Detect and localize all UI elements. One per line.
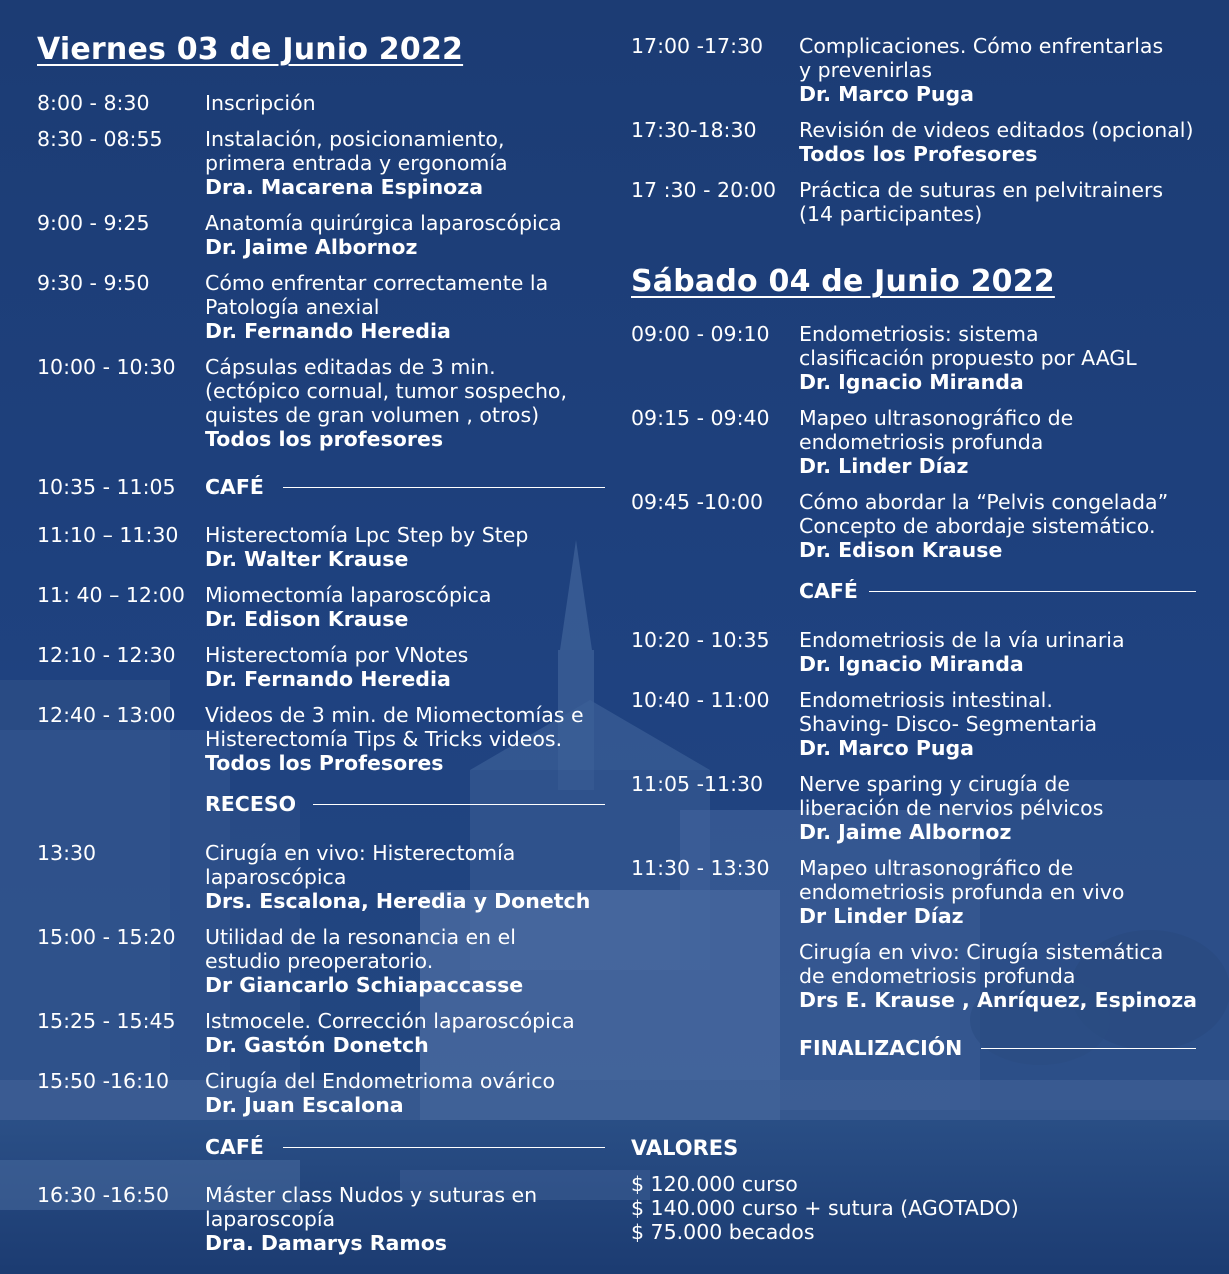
entry-topic-line: Endometriosis: sistema <box>799 322 1039 346</box>
entry-body <box>205 91 605 115</box>
entry-time: 15:00 - 15:20 <box>37 925 176 949</box>
day1-title: Viernes 03 de Junio 2022 <box>37 32 464 67</box>
schedule-entry <box>37 271 605 343</box>
entry-topic-line: Complicaciones. Cómo enfrentarlas <box>799 34 1164 58</box>
schedule-entry <box>631 688 1196 760</box>
entry-topic-line: Mapeo ultrasonográfico de <box>799 406 1074 430</box>
break-row <box>631 579 1196 603</box>
entry-speaker: Dra. Macarena Espinoza <box>205 175 484 199</box>
entry-speaker: Drs. Escalona, Heredia y Donetch <box>205 889 591 913</box>
entry-body <box>799 490 1196 562</box>
entry-time: 11:10 – 11:30 <box>37 523 179 547</box>
entry-body <box>205 523 605 571</box>
entry-topic-line: Miomectomía laparoscópica <box>205 583 492 607</box>
schedule-entry <box>37 211 605 259</box>
entry-body <box>205 841 605 913</box>
entry-topic-line: Cirugía del Endometrioma ovárico <box>205 1069 556 1093</box>
entry-speaker: Dr. Marco Puga <box>799 736 974 760</box>
entry-time: 9:00 - 9:25 <box>37 211 150 235</box>
break-row <box>37 792 605 816</box>
price-line: $ 120.000 curso <box>631 1172 798 1196</box>
entry-topic-line: Cirugía en vivo: Cirugía sistemática <box>799 940 1164 964</box>
entry-topic-line: quistes de gran volumen , otros) <box>205 403 540 427</box>
entry-body <box>205 355 605 451</box>
entry-speaker: Dr. Fernando Heredia <box>205 667 451 691</box>
entry-topic-line: clasificación propuesto por AAGL <box>799 346 1137 370</box>
schedule-entry <box>37 1183 605 1255</box>
entry-topic-line: laparoscópica <box>205 865 347 889</box>
entry-speaker: Dr. Jaime Albornoz <box>205 235 418 259</box>
entry-speaker: Dr. Linder Díaz <box>799 454 969 478</box>
entry-body <box>799 628 1196 676</box>
entry-topic-line: Revisión de videos editados (opcional) <box>799 118 1194 142</box>
entry-body <box>799 34 1196 106</box>
schedule-entry <box>37 1069 605 1117</box>
entry-time: 17 :30 - 20:00 <box>631 178 777 202</box>
entry-body <box>205 271 605 343</box>
entry-body <box>205 127 605 199</box>
entry-speaker: Dr. Walter Krause <box>205 547 409 571</box>
entry-body <box>799 178 1196 226</box>
entry-speaker: Dr. Fernando Heredia <box>205 319 451 343</box>
entry-speaker: Dr Linder Díaz <box>799 904 964 928</box>
schedule-entry <box>37 841 605 913</box>
break-divider-line <box>869 591 1196 592</box>
entry-topic-line: Istmocele. Corrección laparoscópica <box>205 1009 575 1033</box>
break-row <box>37 1135 605 1159</box>
entry-topic-line: Histerectomía Tips & Tricks videos. <box>205 727 563 751</box>
entry-time: 17:00 -17:30 <box>631 34 764 58</box>
valores-title: VALORES <box>631 1136 739 1160</box>
entry-topic-line: Nerve sparing y cirugía de <box>799 772 1070 796</box>
entry-time: 16:30 -16:50 <box>37 1183 170 1207</box>
break-divider-line <box>313 804 605 805</box>
entry-body <box>205 211 605 259</box>
entry-body <box>799 118 1196 166</box>
day2-title: Sábado 04 de Junio 2022 <box>631 264 1055 299</box>
entry-topic-line: Mapeo ultrasonográfico de <box>799 856 1074 880</box>
entry-topic-line: Patología anexial <box>205 295 380 319</box>
entry-speaker: Dr. Marco Puga <box>799 82 974 106</box>
entry-time: 15:50 -16:10 <box>37 1069 170 1093</box>
entry-topic-line: (14 participantes) <box>799 202 983 226</box>
break-label: CAFÉ <box>205 1135 264 1159</box>
price-line: $ 140.000 curso + sutura (AGOTADO) <box>631 1196 1019 1220</box>
entry-body <box>205 1183 605 1255</box>
entry-topic-line: laparoscopía <box>205 1207 336 1231</box>
schedule-entry <box>631 406 1196 478</box>
break-divider-line <box>981 1048 1196 1049</box>
entry-speaker: Dr. Edison Krause <box>205 607 409 631</box>
entry-body <box>205 925 605 997</box>
schedule-entry <box>631 118 1196 166</box>
schedule-entry <box>37 523 605 571</box>
entry-body <box>799 940 1196 1012</box>
break-divider-line <box>283 487 605 488</box>
schedule-entry <box>631 940 1196 1012</box>
entry-topic-line: Anatomía quirúrgica laparoscópica <box>205 211 562 235</box>
entry-topic-line: (ectópico cornual, tumor sospecho, <box>205 379 567 403</box>
entry-speaker: Dr. Juan Escalona <box>205 1093 404 1117</box>
entry-time: 8:00 - 8:30 <box>37 91 150 115</box>
schedule-entry <box>37 355 605 451</box>
entry-topic-line: endometriosis profunda <box>799 430 1044 454</box>
break-row <box>631 1036 1196 1060</box>
break-row <box>37 475 605 499</box>
entry-body <box>205 583 605 631</box>
entry-topic-line: Histerectomía Lpc Step by Step <box>205 523 529 547</box>
entry-speaker: Dr. Ignacio Miranda <box>799 652 1024 676</box>
entry-body <box>205 643 605 691</box>
break-label: FINALIZACIÓN <box>799 1036 963 1060</box>
entry-body <box>205 703 605 775</box>
entry-topic-line: Práctica de suturas en pelvitrainers <box>799 178 1164 202</box>
schedule-entry <box>37 925 605 997</box>
entry-speaker: Dr. Ignacio Miranda <box>799 370 1024 394</box>
entry-topic-line: Instalación, posicionamiento, <box>205 127 505 151</box>
schedule-entry <box>37 583 605 631</box>
entry-topic-line: Inscripción <box>205 91 316 115</box>
entry-time: 17:30-18:30 <box>631 118 757 142</box>
entry-time: 10:00 - 10:30 <box>37 355 176 379</box>
entry-speaker: Todos los Profesores <box>205 751 444 775</box>
entry-speaker: Dr. Gastón Donetch <box>205 1033 429 1057</box>
schedule-entry <box>631 322 1196 394</box>
entry-time: 11:30 - 13:30 <box>631 856 770 880</box>
entry-time: 09:45 -10:00 <box>631 490 764 514</box>
schedule-entry <box>631 34 1196 106</box>
break-label: CAFÉ <box>799 579 858 603</box>
entry-topic-line: primera entrada y ergonomía <box>205 151 508 175</box>
entry-topic-line: Cómo enfrentar correctamente la <box>205 271 549 295</box>
entry-topic-line: Máster class Nudos y suturas en <box>205 1183 538 1207</box>
entry-time: 12:10 - 12:30 <box>37 643 176 667</box>
entry-body <box>799 322 1196 394</box>
entry-topic-line: Shaving- Disco- Segmentaria <box>799 712 1098 736</box>
entry-time: 09:15 - 09:40 <box>631 406 770 430</box>
entry-topic-line: Histerectomía por VNotes <box>205 643 469 667</box>
entry-time: 8:30 - 08:55 <box>37 127 163 151</box>
entry-body <box>205 1009 605 1057</box>
entry-speaker: Todos los profesores <box>205 427 444 451</box>
entry-time: 10:20 - 10:35 <box>631 628 770 652</box>
entry-topic-line: de endometriosis profunda <box>799 964 1076 988</box>
entry-body <box>205 1069 605 1117</box>
schedule-entry <box>37 127 605 199</box>
break-label: RECESO <box>205 792 297 816</box>
entry-time: 10:40 - 11:00 <box>631 688 770 712</box>
schedule-entry <box>37 91 605 115</box>
entry-time: 11:05 -11:30 <box>631 772 764 796</box>
entry-speaker: Dr. Jaime Albornoz <box>799 820 1012 844</box>
break-label: CAFÉ <box>205 475 264 499</box>
schedule-entry <box>37 1009 605 1057</box>
entry-body <box>799 772 1196 844</box>
entry-time: 13:30 <box>37 841 97 865</box>
entry-topic-line: Cirugía en vivo: Histerectomía <box>205 841 516 865</box>
entry-time: 12:40 - 13:00 <box>37 703 176 727</box>
entry-body <box>799 688 1196 760</box>
entry-time: 15:25 - 15:45 <box>37 1009 176 1033</box>
entry-topic-line: y prevenirlas <box>799 58 933 82</box>
entry-topic-line: Utilidad de la resonancia en el <box>205 925 516 949</box>
entry-topic-line: endometriosis profunda en vivo <box>799 880 1125 904</box>
entry-speaker: Dra. Damarys Ramos <box>205 1231 448 1255</box>
entry-speaker: Dr Giancarlo Schiapaccasse <box>205 973 524 997</box>
entry-speaker: Todos los Profesores <box>799 142 1038 166</box>
price-line: $ 75.000 becados <box>631 1220 815 1244</box>
entry-body <box>799 406 1196 478</box>
entry-topic-line: Cápsulas editadas de 3 min. <box>205 355 496 379</box>
schedule-entry <box>37 703 605 775</box>
schedule-entry <box>631 628 1196 676</box>
entry-speaker: Dr. Edison Krause <box>799 538 1003 562</box>
schedule-entry <box>631 178 1196 226</box>
entry-speaker: Drs E. Krause , Anríquez, Espinoza <box>799 988 1197 1012</box>
entry-time: 11: 40 – 12:00 <box>37 583 185 607</box>
break-time: 10:35 - 11:05 <box>37 475 176 499</box>
schedule-entry <box>631 490 1196 562</box>
schedule-entry <box>631 856 1196 928</box>
entry-topic-line: liberación de nervios pélvicos <box>799 796 1104 820</box>
entry-topic-line: Endometriosis de la vía urinaria <box>799 628 1125 652</box>
entry-topic-line: Concepto de abordaje sistemático. <box>799 514 1156 538</box>
schedule-entry <box>37 643 605 691</box>
entry-topic-line: Videos de 3 min. de Miomectomías e <box>205 703 584 727</box>
entry-topic-line: Cómo abordar la “Pelvis congelada” <box>799 490 1169 514</box>
schedule-entry <box>631 772 1196 844</box>
break-divider-line <box>283 1147 605 1148</box>
entry-time: 9:30 - 9:50 <box>37 271 150 295</box>
entry-time: 09:00 - 09:10 <box>631 322 770 346</box>
entry-topic-line: Endometriosis intestinal. <box>799 688 1053 712</box>
entry-body <box>799 856 1196 928</box>
entry-topic-line: estudio preoperatorio. <box>205 949 434 973</box>
